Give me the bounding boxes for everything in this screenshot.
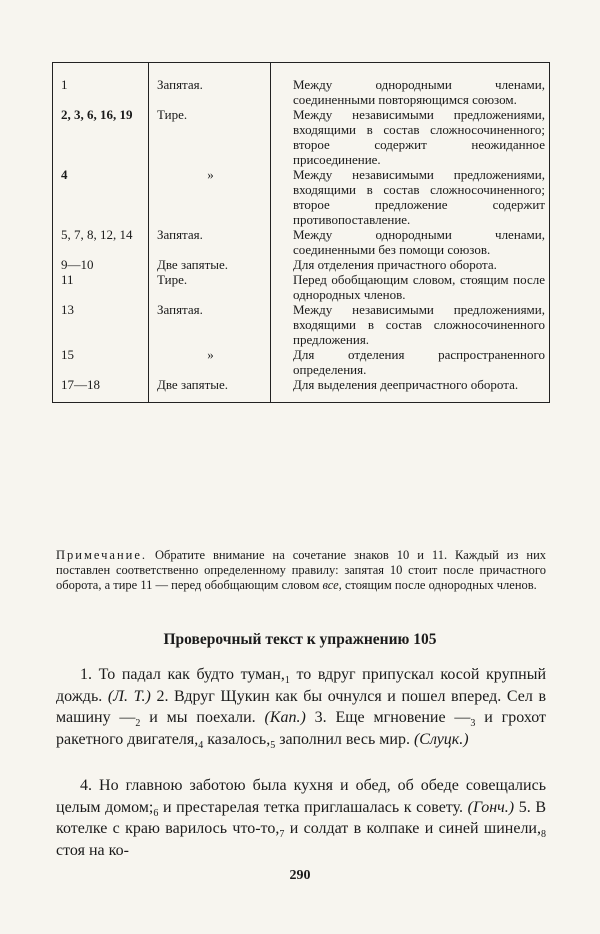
rule-text: Между независимыми предложениями, входящими в состав сложносочиненного предложения. xyxy=(271,302,550,347)
note-text: Обратите внимание на сочетание знаков 10 и 11. Каждый из них поставлен соответственно определенному правилу: запятая 10 стоит после причастного оборота, а тире 11 — перед обобщающим словом xyxy=(56,548,547,592)
page-number: 290 xyxy=(289,868,311,883)
note-italic-word: все, xyxy=(322,578,342,592)
text-run: 2. Вдруг Щукин как бы очнулся и пошел вперед. Сел в машину — xyxy=(56,687,547,726)
table-row xyxy=(53,107,550,167)
text-run: и солдат в колпаке и синей шинели, xyxy=(284,820,541,837)
sign-type: Запятая. xyxy=(149,302,271,347)
mark-number: 4 xyxy=(198,739,204,751)
sign-numbers: 15 xyxy=(53,347,149,377)
text-run: 1. То падал как будто туман, xyxy=(80,666,285,683)
rule-text: Для выделения деепричастного оборота. xyxy=(271,377,550,403)
text-run: 3. Еще мгновение — xyxy=(305,709,471,726)
sign-numbers: 4 xyxy=(53,167,149,227)
mark-number: 6 xyxy=(153,807,159,819)
rule-text: Между однородными членами, соединенными без помощи союзов. xyxy=(271,227,550,257)
mark-number: 2 xyxy=(135,718,141,730)
sign-type: Две запятые. xyxy=(149,377,271,403)
sign-numbers: 13 xyxy=(53,302,149,347)
text-run: заполнил весь мир. xyxy=(275,730,414,748)
table-row xyxy=(53,63,550,108)
rule-text: Между однородными членами, соединенными повторяющимся союзом. xyxy=(271,63,550,108)
author-abbrev: (Кап.) xyxy=(264,709,306,726)
section-heading: Проверочный текст к упражнению 105 xyxy=(163,631,437,648)
mark-number: 7 xyxy=(279,829,285,841)
sign-numbers: 2, 3, 6, 16, 19 xyxy=(53,107,149,167)
text-run: 4. Но главною заботою была кухня и обед, об обеде совещались целым домом; xyxy=(56,777,546,816)
sign-numbers: 5, 7, 8, 12, 14 xyxy=(53,227,149,257)
sign-numbers: 11 xyxy=(53,272,149,302)
table-note xyxy=(56,548,546,593)
author-abbrev: (Слуцк.) xyxy=(413,730,469,748)
sign-type: Две запятые. xyxy=(149,257,271,272)
mark-number: 5 xyxy=(270,739,276,751)
mark-number: 1 xyxy=(284,675,290,687)
table-row xyxy=(53,257,550,272)
sign-type: Запятая. xyxy=(149,63,271,108)
text-run: казалось, xyxy=(203,730,271,748)
text-run: стоя на ко- xyxy=(56,841,129,859)
text-run: и престарелая тетка приглашалась к совету. xyxy=(158,798,468,816)
author-abbrev: (Л. Т.) xyxy=(107,687,151,705)
table-row xyxy=(53,167,550,227)
rule-text: Для отделения распространенного определения. xyxy=(271,347,550,377)
text-run: 5. В котелке с краю варилось что-то, xyxy=(56,798,547,837)
sign-type: » xyxy=(149,347,271,377)
text-run: и грохот ракетного двигателя, xyxy=(56,709,547,748)
mark-number: 3 xyxy=(470,718,476,730)
text-run: то вдруг припускал косой крупный дождь. xyxy=(56,666,547,705)
sign-numbers: 9—10 xyxy=(53,257,149,272)
note-text-end: стоящим после однородных членов. xyxy=(344,578,537,592)
sign-type: Тире. xyxy=(149,107,271,167)
rule-text: Для отделения причастного оборота. xyxy=(271,257,550,272)
rule-text: Между независимыми предложениями, входящими в состав сложносочиненного; второе содержит неожиданное присоединение. xyxy=(271,107,550,167)
sign-numbers: 17—18 xyxy=(53,377,149,403)
mark-number: 8 xyxy=(541,829,546,841)
text-run: и мы поехали. xyxy=(140,709,265,726)
table-row xyxy=(53,272,550,302)
rule-text: Между независимыми предложениями, входящими в состав сложносочиненного; второе предложение содержит противопоставление. xyxy=(271,167,550,227)
sign-type: » xyxy=(149,167,271,227)
sign-type: Тире. xyxy=(149,272,271,302)
author-abbrev: (Гонч.) xyxy=(467,798,515,816)
table-row xyxy=(53,377,550,403)
exercise-paragraph xyxy=(56,775,546,861)
sign-type: Запятая. xyxy=(149,227,271,257)
table-row xyxy=(53,347,550,377)
table-row xyxy=(53,227,550,257)
sign-numbers: 1 xyxy=(53,63,149,108)
table-row xyxy=(53,302,550,347)
note-label: Примечание. xyxy=(56,548,148,562)
punctuation-table xyxy=(52,62,550,403)
rule-text: Перед обобщающим словом, стоящим после однородных членов. xyxy=(271,272,550,302)
exercise-paragraph xyxy=(56,664,546,750)
